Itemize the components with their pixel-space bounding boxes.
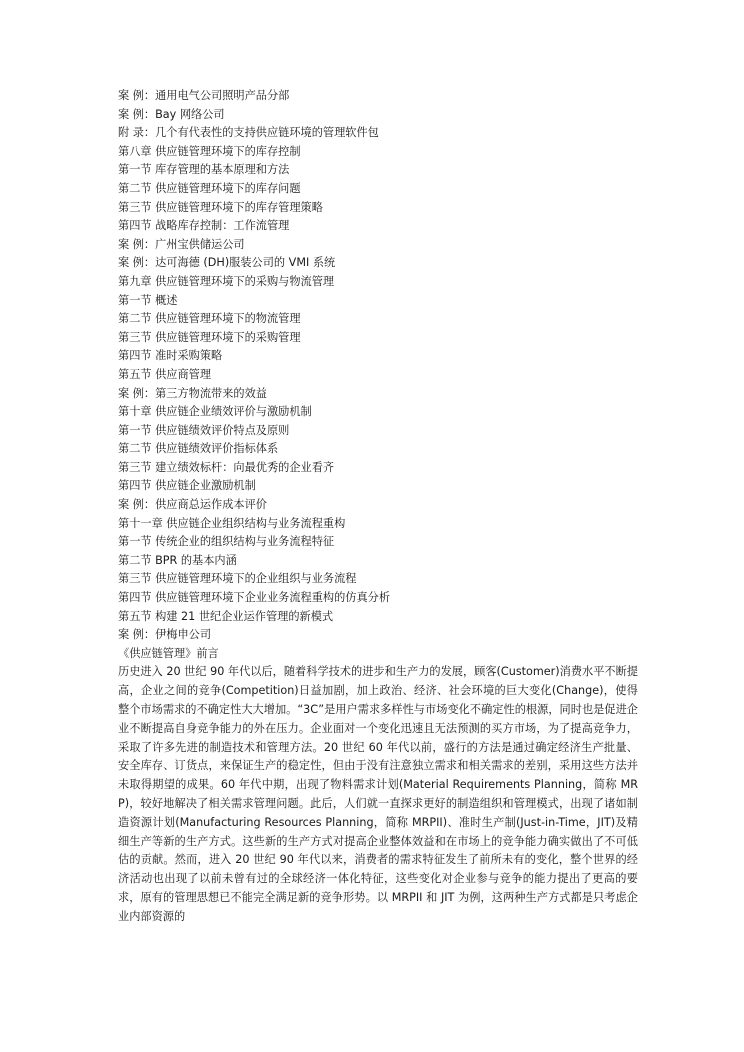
toc-item: 第四节 供应链企业激励机制 <box>118 479 256 493</box>
toc-item: 第十一章 供应链企业组织结构与业务流程重构 <box>118 516 346 530</box>
toc-item: 案 例：伊梅申公司 <box>118 628 212 642</box>
table-of-contents <box>118 87 638 645</box>
toc-item: 案 例：供应商总运作成本评价 <box>118 498 267 512</box>
toc-item: 第二节 BPR 的基本内涵 <box>118 553 237 567</box>
toc-item: 第八章 供应链管理环境下的库存控制 <box>118 144 301 158</box>
toc-item: 第二节 供应链绩效评价指标体系 <box>118 442 279 456</box>
toc-item: 案 例：第三方物流带来的效益 <box>118 386 267 400</box>
toc-item: 第二节 供应链管理环境下的物流管理 <box>118 312 301 326</box>
toc-item: 第四节 准时采购策略 <box>118 349 223 363</box>
toc-item: 第三节 供应链管理环境下的库存管理策略 <box>118 200 323 214</box>
toc-item: 第一节 供应链绩效评价特点及原则 <box>118 423 290 437</box>
toc-item: 第十章 供应链企业绩效评价与激励机制 <box>118 405 312 419</box>
toc-item: 第四节 供应链管理环境下企业业务流程重构的仿真分析 <box>118 591 391 605</box>
toc-item: 第一节 库存管理的基本原理和方法 <box>118 163 290 177</box>
toc-item: 第一节 概述 <box>118 293 178 307</box>
toc-item: 第五节 供应商管理 <box>118 367 212 381</box>
toc-item: 附 录：几个有代表性的支持供应链环境的管理软件包 <box>118 126 379 140</box>
toc-item: 第四节 战略库存控制：工作流管理 <box>118 219 290 233</box>
document-page <box>118 87 638 927</box>
toc-item: 第九章 供应链管理环境下的采购与物流管理 <box>118 274 335 288</box>
toc-item: 第一节 传统企业的组织结构与业务流程特征 <box>118 535 335 549</box>
preface-title: 《供应链管理》前言 <box>118 646 219 660</box>
toc-item: 案 例：Bay 网络公司 <box>118 107 225 121</box>
toc-item: 第三节 供应链管理环境下的采购管理 <box>118 330 301 344</box>
toc-item: 第三节 供应链管理环境下的企业组织与业务流程 <box>118 572 357 586</box>
toc-item: 第三节 建立绩效标杆：向最优秀的企业看齐 <box>118 460 335 474</box>
toc-item: 案 例：通用电气公司照明产品分部 <box>118 89 290 102</box>
toc-item: 案 例：广州宝供储运公司 <box>118 237 245 251</box>
toc-item: 第五节 构建 21 世纪企业运作管理的新模式 <box>118 609 334 623</box>
preface-paragraph: 历史进入 20 世纪 90 年代以后，随着科学技术的进步和生产力的发展，顾客(Customer)消费水平不断提高，企业之间的竞争(Competition)日益加剧，加上政治、经济、社会环境的巨大变化(Change)，使得整个市场需求的不确定性大大增加。“3C”是用户需求多样性与市场变化不确定性的根源，同时也是促进企业不断提高自身竞争能力的外在压力。企业面对一个变化迅速且无法预测的买方市场，为了提高竞争力，采取了许多先进的制造技术和管理方法。20 世纪 60 年代以前，盛行的方法是通过确定经济生产批量、安全库存、订货点，来保证生产的稳定性，但由于没有注意独立需求和相关需求的差别，采用这些方法并未取得期望的成果。60 年代中期，出现了物料需求计划(Material Requirements Planning，简称 MRP)，较好地解决了相关需求管理问题。此后，人们就一直探求更好的制造组织和管理模式，出现了诸如制造资源计划(Manufacturing Resources Planning，简称 MRPII)、准时生产制(Just-in-Time，JIT)及精细生产等新的生产方式。这些新的生产方式对提高企业整体效益和在市场上的竞争能力确实做出了不可低估的贡献。然而，进入 20 世纪 90 年代以来，消费者的需求特征发生了前所未有的变化，整个世界的经济活动也出现了以前未曾有过的全球经济一体化特征，这些变化对企业参与竞争的能力提出了更高的要求，原有的管理思想已不能完全满足新的竞争形势。以 MRPII 和 JIT 为例，这两种生产方式都是只考虑企业内部资源的 <box>118 665 638 923</box>
toc-item: 案 例：达可海德 (DH)服装公司的 VMI 系统 <box>118 256 336 270</box>
toc-item: 第二节 供应链管理环境下的库存问题 <box>118 181 301 195</box>
